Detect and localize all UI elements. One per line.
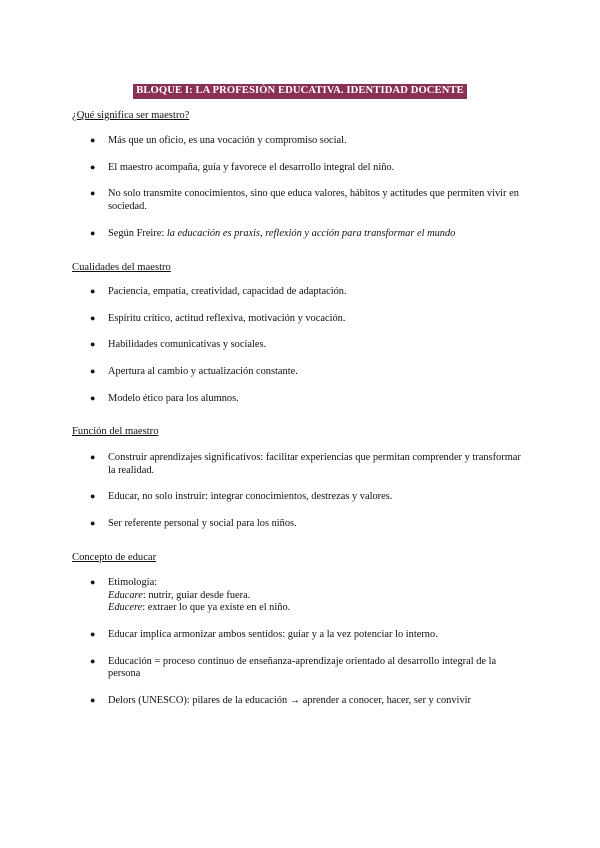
title-container <box>0 84 600 99</box>
bullet-icon: ● <box>90 286 96 296</box>
bullet-icon: ● <box>90 135 96 145</box>
bullet-icon: ● <box>90 392 96 403</box>
list-item-text: Habilidades comunicativas y sociales. <box>108 339 267 351</box>
list-item <box>0 135 600 148</box>
list-item <box>0 452 600 477</box>
bullet-icon: ● <box>90 227 96 238</box>
list-item <box>0 629 600 642</box>
bullet-icon: ● <box>90 629 96 640</box>
list-item-text: Paciencia, empatía, creatividad, capacidad de adaptación. <box>108 286 347 297</box>
bullet-icon: ● <box>90 188 96 199</box>
list-item-text: Ser referente personal y social para los niños. <box>108 518 297 530</box>
list-item-text: El maestro acompaña, guía y favorece el desarrollo integral del niño. <box>108 161 395 173</box>
list-item <box>0 695 600 708</box>
list-item-text: Educación = proceso continuo de enseñanza-aprendizaje orientado al desarrollo integral de la persona <box>108 655 497 680</box>
section-heading-que-significa: ¿Qué significa ser maestro? <box>72 110 190 121</box>
bullet-icon: ● <box>90 491 96 502</box>
educere-definition: : extraer lo que ya existe en el niño. <box>142 602 291 614</box>
section-heading-funcion: Función del maestro <box>72 426 159 437</box>
list-item <box>0 188 600 213</box>
list-item <box>0 313 600 326</box>
educare-term: Educare <box>108 589 143 601</box>
section-list-concepto <box>0 577 600 722</box>
bullet-icon: ● <box>90 695 96 706</box>
list-item-text: Espíritu crítico, actitud reflexiva, motivación y vocación. <box>108 312 346 324</box>
list-item <box>0 286 600 299</box>
list-item-text: Delors (UNESCO): pilares de la educación → aprender a conocer, hacer, ser y convivir <box>108 695 471 707</box>
educere-term: Educere <box>108 602 143 614</box>
etymology-label: Etimología: <box>108 577 158 588</box>
list-item <box>0 366 600 379</box>
etymology-educere <box>108 602 524 615</box>
list-item <box>0 577 600 615</box>
list-item-text: No solo transmite conocimientos, sino que educa valores, hábitos y actitudes que permiten vivir en sociedad. <box>108 188 519 213</box>
bullet-icon: ● <box>90 452 96 462</box>
list-item <box>0 656 600 681</box>
section-list-cualidades <box>0 286 600 419</box>
list-item-text: Construir aprendizajes significativos: facilitar experiencias que permitan comprender y transformar la realidad. <box>108 452 521 476</box>
bullet-icon: ● <box>90 655 96 666</box>
list-item <box>0 162 600 175</box>
list-item <box>0 491 600 504</box>
bullet-icon: ● <box>90 312 96 323</box>
list-item-text: Más que un oficio, es una vocación y compromiso social. <box>108 135 347 146</box>
bullet-icon: ● <box>90 366 96 377</box>
bullet-icon: ● <box>90 577 96 587</box>
educare-definition: : nutrir, guiar desde fuera. <box>142 589 251 601</box>
list-item <box>0 518 600 531</box>
section-list-funcion <box>0 452 600 545</box>
section-heading-cualidades: Cualidades del maestro <box>72 262 171 273</box>
list-item <box>0 339 600 352</box>
document-title: BLOQUE I: LA PROFESIÓN EDUCATIVA. IDENTIDAD DOCENTE <box>133 84 467 99</box>
bullet-icon: ● <box>90 339 96 350</box>
list-item-text: Educar, no solo instruir: integrar conocimientos, destrezas y valores. <box>108 491 393 503</box>
list-item-text: Apertura al cambio y actualización constante. <box>108 366 298 378</box>
etymology-educare <box>108 590 524 603</box>
list-item-text: Educar implica armonizar ambos sentidos: guiar y a la vez potenciar lo interno. <box>108 629 438 641</box>
bullet-icon: ● <box>90 518 96 529</box>
list-item-text: Modelo ético para los alumnos. <box>108 392 239 404</box>
list-item-text: Según Freire: <box>108 227 167 239</box>
list-item <box>0 228 600 241</box>
section-heading-concepto: Concepto de educar <box>72 552 157 563</box>
list-item <box>0 393 600 406</box>
bullet-icon: ● <box>90 161 96 172</box>
section-list-que-significa <box>0 135 600 254</box>
freire-quote: la educación es praxis, reflexión y acción para transformar el mundo <box>166 227 456 239</box>
